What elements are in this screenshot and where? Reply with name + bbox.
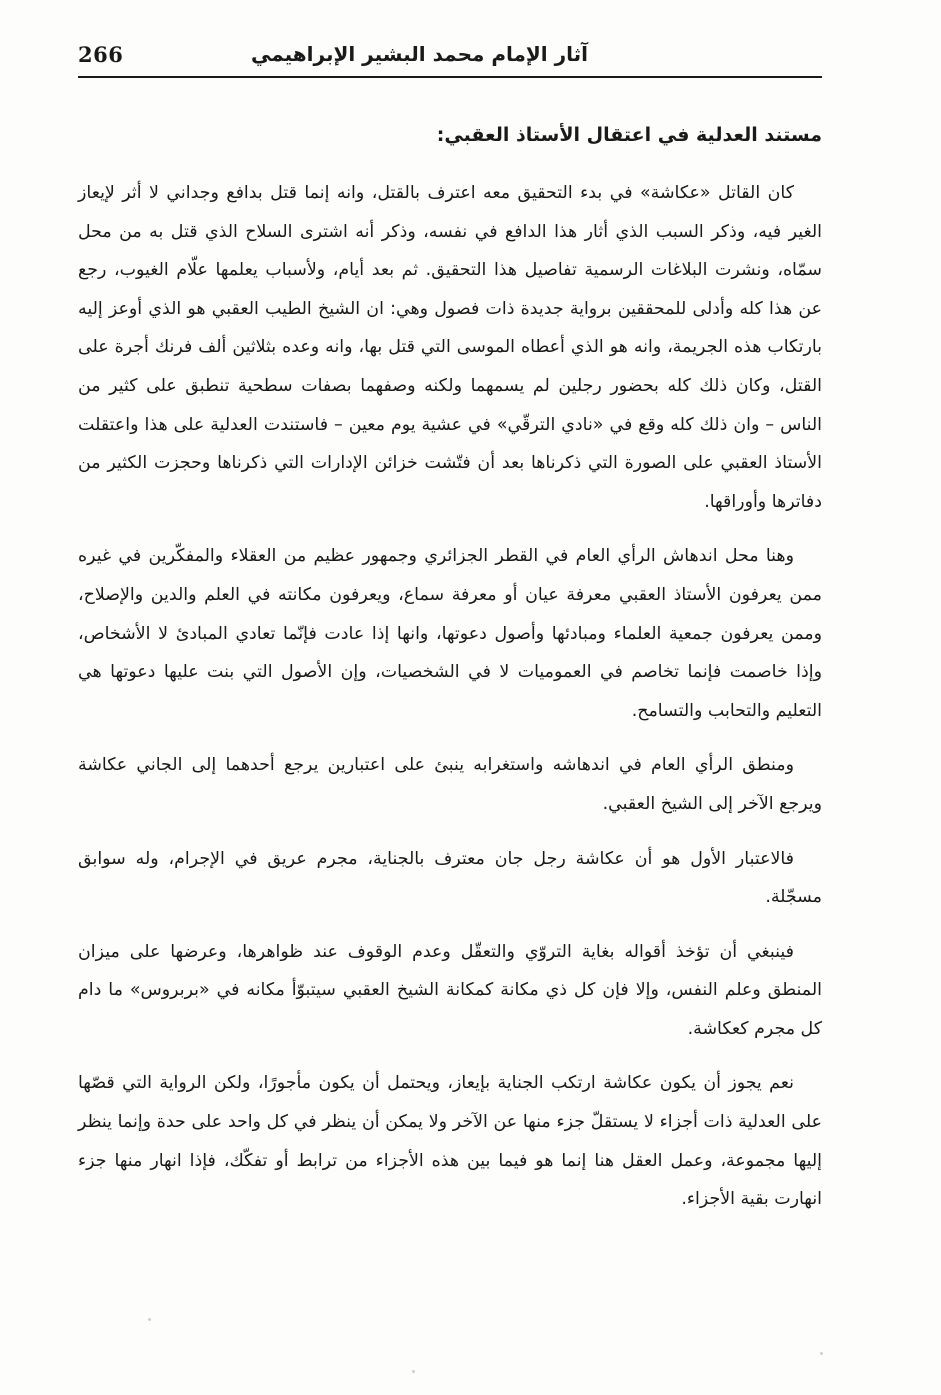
paragraph: كان القاتل «عكاشة» في بدء التحقيق معه اعترف بالقتل، وانه إنما قتل بدافع وجداني لا أثر لإيعاز الغير فيه، وذكر السبب الذي أثار هذا الدافع في نفسه، وذكر أنه اشترى السلاح الذي قتل به من محل سمّاه، ونشرت البلاغات الرسمية تفاصيل هذا التحقيق. ثم بعد أيام، ولأسباب يعلمها علّام الغيوب، رجع عن هذا كله وأدلى للمحققين برواية جديدة ذات فصول وهي: ان الشيخ الطيب العقبي هو الذي أوعز إليه بارتكاب هذه الجريمة، وانه هو الذي أعطاه الموسى التي قتل بها، وانه وعده بثلاثين ألف فرنك أجرة على القتل، وكان ذلك كله بحضور رجلين لم يسمهما ولكنه وصفهما بصفات سطحية تنطبق على كثير من الناس – وان ذلك كله وقع في «نادي الترقّي» في عشية يوم معين – فاستندت العدلية على هذا واعتقلت الأستاذ العقبي على الصورة التي ذكرناها بعد أن فتّشت خزائن الإدارات التي ذكرناها وحجزت الكثير من دفاترها وأوراقها. xyxy=(78,183,822,512)
paragraph: ومنطق الرأي العام في اندهاشه واستغرابه ينبئ على اعتبارين يرجع أحدهما إلى الجاني عكاشة ويرجع الآخر إلى الشيخ العقبي. xyxy=(78,755,822,814)
paragraph: فينبغي أن تؤخذ أقواله بغاية التروّي والتعقّل وعدم الوقوف عند ظواهرها، وعرضها على ميزان المنطق وعلم النفس، وإلا فإن كل ذي مكانة كمكانة الشيخ العقبي سيتبوّأ مكانه في «بربروس» ما دام كل مجرم كعكاشة. xyxy=(78,941,822,1039)
section-heading: مستند العدلية في اعتقال الأستاذ العقبي: xyxy=(436,124,822,146)
scan-speck xyxy=(412,1370,415,1373)
page-number: 266 xyxy=(78,42,124,67)
body-text xyxy=(78,116,822,1235)
paragraph: فالاعتبار الأول هو أن عكاشة رجل جان معترف بالجناية، مجرم عريق في الإجرام، وله سوابق مسجّلة. xyxy=(78,848,822,908)
page-header xyxy=(78,40,822,78)
running-title: آثار الإمام محمد البشير الإبراهيمي xyxy=(250,42,588,66)
scan-speck xyxy=(148,1318,151,1321)
paragraph: وهنا محل اندهاش الرأي العام في القطر الجزائري وجمهور عظيم من العقلاء والمفكّرين في غيره ممن يعرفون الأستاذ العقبي معرفة عيان أو معرفة سماع، ويعرفون مكانته في العلم والدين والإصلاح، وممن يعرفون جمعية العلماء ومبادئها وأصول دعوتها، وانها إذا عادت فإنّما تعادي المبادئ لا الأشخاص، وإذا خاصمت فإنما تخاصم في العموميات لا في الشخصيات، وإن الأصول التي بنت عليها دعوتها هي التعليم والتحابب والتسامح. xyxy=(78,546,822,721)
paragraph: نعم يجوز أن يكون عكاشة ارتكب الجناية بإيعاز، ويحتمل أن يكون مأجورًا، ولكن الرواية التي قصّها على العدلية ذات أجزاء لا يستقلّ جزء منها عن الآخر ولا يمكن أن ينظر في كل واحد على حدة وإنما ينظر إليها مجموعة، وعمل العقل هنا إنما هو فيما بين هذه الأجزاء من ترابط أو تفكّك، فإذا انهار منها جزء انهارت بقية الأجزاء. xyxy=(78,1073,822,1210)
scan-speck xyxy=(820,1352,823,1355)
